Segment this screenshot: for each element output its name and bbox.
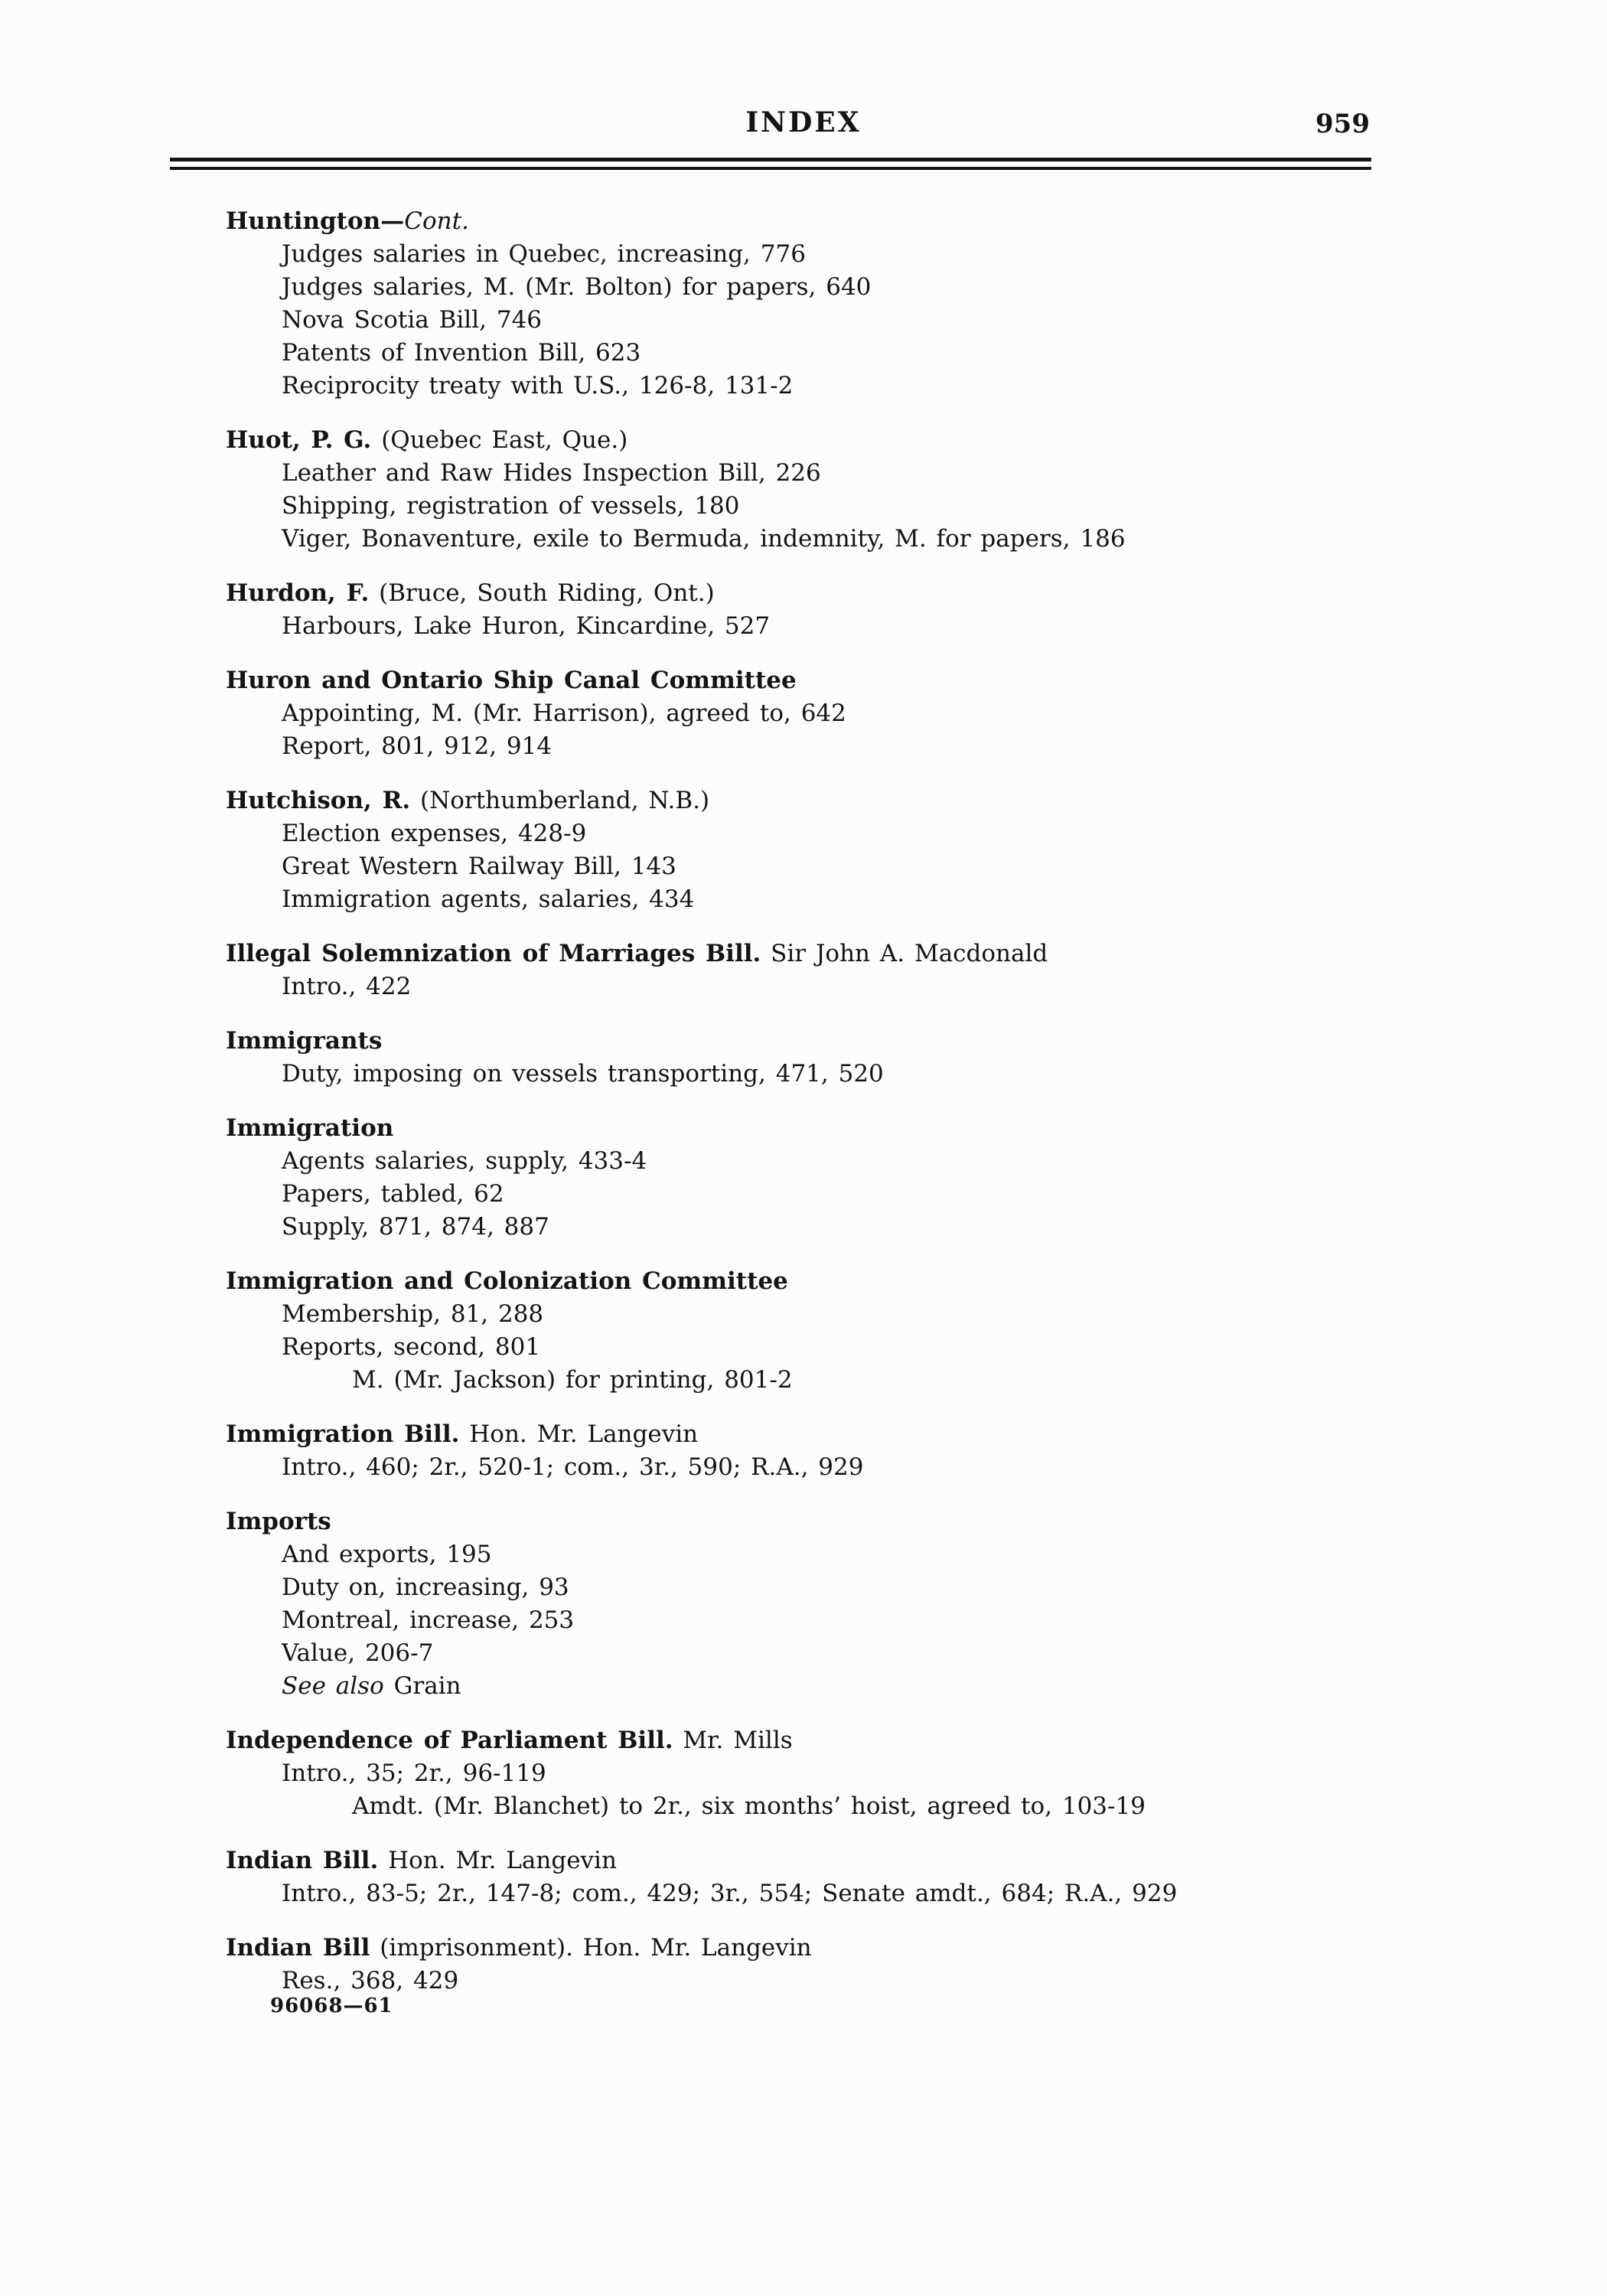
text-segment: Immigration agents, salaries, 434 [282, 885, 695, 913]
entry-heading [226, 1025, 1397, 1058]
entry-line [226, 1757, 1397, 1790]
text-segment: Leather and Raw Hides Inspection Bill, 226 [282, 459, 821, 487]
text-segment: Hon. Mr. Langevin [378, 1847, 617, 1874]
entry-heading [226, 1932, 1397, 1965]
index-entry-block [226, 1505, 1397, 1703]
index-entry-block [226, 1265, 1397, 1397]
text-segment: Immigration and Colonization Committee [226, 1267, 788, 1295]
index-entry-block [226, 424, 1397, 556]
entry-line [226, 1637, 1397, 1670]
text-segment: Judges salaries, M. (Mr. Bolton) for papers, 640 [282, 273, 872, 301]
text-segment: Immigrants [226, 1027, 383, 1055]
text-segment: Intro., 460; 2r., 520-1; com., 3r., 590; R.A., 929 [282, 1453, 864, 1481]
entry-line [226, 1538, 1397, 1571]
entry-line [226, 1604, 1397, 1637]
entry-line [226, 1877, 1397, 1910]
entry-heading [226, 424, 1397, 457]
text-segment: Great Western Railway Bill, 143 [282, 853, 676, 880]
entry-line [226, 1790, 1397, 1823]
text-segment: Membership, 81, 288 [282, 1300, 544, 1328]
text-segment: Res., 368, 429 [282, 1967, 459, 1994]
text-segment: Intro., 83-5; 2r., 147-8; com., 429; 3r., 554; Senate amdt., 684; R.A., 929 [282, 1880, 1178, 1907]
index-entry-block [226, 1112, 1397, 1244]
index-entry-block [226, 1932, 1397, 1998]
page-title: INDEX [745, 106, 862, 139]
entry-heading [226, 1418, 1397, 1451]
text-segment: Patents of Invention Bill, 623 [282, 339, 641, 367]
text-segment: (Northumberland, N.B.) [410, 787, 710, 814]
text-segment: Imports [226, 1508, 331, 1535]
text-segment: Value, 206-7 [282, 1639, 434, 1667]
header-rule [170, 158, 1371, 170]
text-segment: Nova Scotia Bill, 746 [282, 306, 543, 334]
text-segment: Grain [383, 1672, 461, 1700]
entry-line [226, 1211, 1397, 1244]
entry-heading [226, 1724, 1397, 1757]
text-segment: Huntington— [226, 207, 405, 235]
index-entry-block [226, 205, 1397, 403]
entry-line [226, 1331, 1397, 1364]
text-segment: Supply, 871, 874, 887 [282, 1213, 549, 1241]
text-segment: (imprisonment). Hon. Mr. Langevin [370, 1934, 812, 1962]
text-segment: (Quebec East, Que.) [371, 426, 628, 454]
text-segment: (Bruce, South Riding, Ont.) [369, 579, 715, 607]
entry-line [226, 817, 1397, 850]
text-segment: Shipping, registration of vessels, 180 [282, 492, 740, 520]
entry-heading [226, 1505, 1397, 1538]
text-segment: Immigration [226, 1114, 394, 1142]
entry-heading [226, 1844, 1397, 1877]
text-segment: Viger, Bonaventure, exile to Bermuda, indemnity, M. for papers, 186 [282, 525, 1126, 553]
text-segment: Mr. Mills [673, 1727, 793, 1754]
text-segment: Hon. Mr. Langevin [459, 1420, 699, 1448]
entry-line [226, 730, 1397, 763]
entry-line [226, 850, 1397, 883]
text-segment: Amdt. (Mr. Blanchet) to 2r., six months’ hoist, agreed to, 103-19 [352, 1792, 1146, 1820]
text-segment: See also [282, 1672, 384, 1700]
text-segment: Reciprocity treaty with U.S., 126-8, 131-2 [282, 372, 794, 400]
entry-heading [226, 938, 1397, 970]
index-entry-block [226, 784, 1397, 916]
index-entry-block [226, 938, 1397, 1003]
text-segment: Hurdon, F. [226, 579, 370, 607]
text-segment: Indian Bill. [226, 1847, 379, 1874]
entry-line [226, 1178, 1397, 1211]
text-segment: Papers, tabled, 62 [282, 1180, 504, 1208]
entry-line [226, 337, 1397, 370]
text-segment: Hutchison, R. [226, 787, 411, 814]
entry-line [226, 970, 1397, 1003]
text-segment: Reports, second, 801 [282, 1333, 541, 1361]
entry-line [226, 697, 1397, 730]
entry-line [226, 457, 1397, 490]
text-segment: Judges salaries in Quebec, increasing, 776 [282, 240, 806, 268]
page-number: 959 [1315, 109, 1370, 139]
entry-line [226, 304, 1397, 337]
text-segment: Intro., 422 [282, 973, 412, 1000]
index-entry-block [226, 1418, 1397, 1484]
printer-mark: 96068—61 [270, 1994, 393, 2017]
text-segment: Appointing, M. (Mr. Harrison), agreed to, 642 [282, 700, 846, 727]
text-segment: Huron and Ontario Ship Canal Committee [226, 667, 797, 694]
entry-heading [226, 205, 1397, 238]
text-segment: Immigration Bill. [226, 1420, 460, 1448]
text-segment: Report, 801, 912, 914 [282, 732, 553, 760]
index-entry-block [226, 1844, 1397, 1910]
entry-heading [226, 1265, 1397, 1298]
entry-line [226, 1298, 1397, 1331]
entry-heading [226, 1112, 1397, 1145]
index-entry-block [226, 577, 1397, 643]
index-entry-block [226, 1025, 1397, 1091]
text-segment: Election expenses, 428-9 [282, 820, 587, 847]
text-segment: Indian Bill [226, 1934, 370, 1962]
text-segment: Duty, imposing on vessels transporting, 471, 520 [282, 1060, 884, 1088]
text-segment: Agents salaries, supply, 433-4 [282, 1147, 647, 1175]
text-segment: Cont. [404, 207, 469, 235]
entry-line [226, 1670, 1397, 1703]
entry-line [226, 1364, 1397, 1397]
entry-heading [226, 577, 1397, 610]
index-entry-block [226, 664, 1397, 763]
entry-line [226, 1058, 1397, 1091]
entry-line [226, 490, 1397, 523]
entry-line [226, 1451, 1397, 1484]
text-segment: Illegal Solemnization of Marriages Bill. [226, 940, 761, 967]
text-segment: Harbours, Lake Huron, Kincardine, 527 [282, 612, 771, 640]
entry-line [226, 610, 1397, 643]
text-segment: Montreal, increase, 253 [282, 1606, 575, 1634]
entry-heading [226, 664, 1397, 697]
entry-line [226, 1571, 1397, 1604]
text-segment: M. (Mr. Jackson) for printing, 801-2 [352, 1366, 793, 1394]
entry-line [226, 238, 1397, 271]
entry-line [226, 271, 1397, 304]
entry-line [226, 1145, 1397, 1178]
index-entry-block [226, 1724, 1397, 1823]
text-segment: And exports, 195 [282, 1541, 492, 1568]
entry-line [226, 523, 1397, 556]
text-segment: Duty on, increasing, 93 [282, 1574, 569, 1601]
text-segment: Huot, P. G. [226, 426, 372, 454]
entry-line [226, 1965, 1397, 1998]
entry-line [226, 370, 1397, 403]
index-body [226, 205, 1397, 2019]
text-segment: Intro., 35; 2r., 96-119 [282, 1760, 546, 1787]
entry-heading [226, 784, 1397, 817]
text-segment: Independence of Parliament Bill. [226, 1727, 673, 1754]
text-segment: Sir John A. Macdonald [761, 940, 1048, 967]
entry-line [226, 883, 1397, 916]
